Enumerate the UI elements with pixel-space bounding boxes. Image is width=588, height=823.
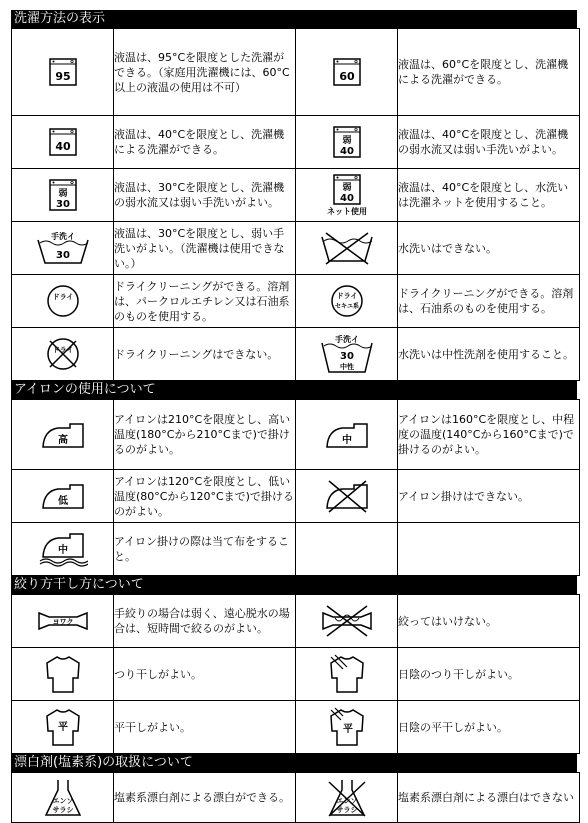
icon-label-bottom: セキユ系 (334, 303, 359, 310)
icon-label: エンソ (336, 796, 357, 805)
icon-label-top: 手洗イ (50, 232, 75, 241)
icon-label: 40 (339, 146, 354, 157)
icon-label: 平 (57, 722, 68, 733)
hand-wash-30-icon (36, 231, 90, 265)
wringing-drying-table (11, 594, 580, 754)
wash-tub-95-icon (48, 57, 78, 87)
icon-label: 40 (339, 193, 354, 204)
icon-label: エンソ (52, 796, 73, 805)
wring-weak-icon (35, 609, 91, 633)
no-dry-clean-icon (45, 336, 81, 372)
description-text: 日陰の平干しがよい。 (398, 701, 580, 754)
bleach-table (11, 772, 580, 823)
icon-label: 40 (54, 140, 71, 153)
icon-label-top: 手洗イ (334, 335, 359, 344)
table-row (12, 701, 580, 754)
table-row (12, 116, 580, 169)
ironing-table (11, 399, 580, 576)
icon-label: 高 (57, 434, 68, 446)
table-row (12, 400, 580, 470)
iron-with-cloth-icon (38, 531, 88, 567)
icon-label-top: 弱 (341, 136, 352, 146)
table-row (12, 29, 580, 116)
description-text: 液温は、30°Cを限度とし、洗濯機の弱水流又は弱い手洗いがよい。 (114, 169, 296, 222)
washing-table (11, 28, 580, 381)
description-text: 塩素系漂白剤による漂白ができる。 (114, 773, 296, 823)
flat-dry-icon (45, 707, 81, 747)
care-label-sheet (11, 10, 577, 823)
description-text: 液温は、60°Cを限度とし、洗濯機による洗濯ができる。 (398, 29, 580, 116)
description-text (398, 523, 580, 576)
description-text: アイロン掛けの際は当て布をすること。 (114, 523, 296, 576)
icon-label-bottom: 中性 (339, 363, 354, 371)
icon-label-top: 弱 (57, 189, 68, 199)
hang-dry-shade-icon (329, 654, 365, 694)
icon-label-bottom: サラシ (52, 805, 73, 814)
icon-label: 30 (55, 250, 70, 261)
description-text: アイロンは120°Cを限度とし、低い温度(80°Cから120°Cまで)で掛けるのがよい。 (114, 470, 296, 523)
icon-label-top: 弱 (341, 183, 352, 193)
icon-label: ヨワク (52, 618, 73, 626)
no-chlorine-bleach-icon (326, 778, 368, 818)
icon-label: 30 (339, 351, 354, 362)
table-row (12, 773, 580, 823)
description-text: 液温は、40°Cを限度とし、洗濯機の弱水流又は弱い手洗いがよい。 (398, 116, 580, 169)
icon-label: 95 (54, 70, 71, 83)
description-text: 液温は、40°Cを限度とし、洗濯機による洗濯ができる。 (114, 116, 296, 169)
icon-label: ドライ (336, 292, 357, 300)
section-header-ironing: アイロンの使用について (11, 381, 577, 399)
iron-low-icon (40, 481, 86, 511)
description-text: 液温は、40°Cを限度とし、水洗いは洗濯ネットを使用すること。 (398, 169, 580, 222)
table-row (12, 523, 580, 576)
no-iron-icon (324, 479, 370, 513)
description-text: 水洗いはできない。 (398, 222, 580, 275)
description-text: アイロンは210°Cを限度とし、高い温度(180°Cから210°Cまで)で掛けるのがよい。 (114, 400, 296, 470)
description-text: 平干しがよい。 (114, 701, 296, 754)
icon-caption: ネット使用 (326, 207, 367, 216)
iron-medium-icon (324, 420, 370, 450)
description-text: 日陰のつり干しがよい。 (398, 648, 580, 701)
no-water-wash-icon (320, 231, 374, 265)
table-row (12, 222, 580, 275)
hand-wash-neutral-detergent-icon (320, 334, 374, 374)
table-row (12, 648, 580, 701)
wash-tub-60-icon (332, 57, 362, 87)
icon-label: ドライ (52, 293, 73, 301)
description-text: 手絞りの場合は弱く、遠心脱水の場合は、短時間で絞るのがよい。 (114, 595, 296, 648)
description-text: ドライクリーニングができる。溶剤は、石油系のものを使用する。 (398, 275, 580, 328)
icon-label: ドライ (52, 346, 73, 354)
table-row (12, 169, 580, 222)
no-wring-icon (319, 604, 375, 638)
description-text: アイロンは160°Cを限度とし、中程度の温度(140°Cから160°Cまで)で掛けるのがよい。 (398, 400, 580, 470)
description-text: 液温は、30°Cを限度とし、弱い手洗いがよい。（洗濯機は使用できない。） (114, 222, 296, 275)
hang-dry-icon (45, 654, 81, 694)
description-text: 塩素系漂白剤による漂白はできない (398, 773, 580, 823)
icon-label-bottom: サラシ (336, 805, 357, 814)
section-header-washing: 洗濯方法の表示 (11, 10, 577, 28)
table-row (12, 328, 580, 381)
description-text: ドライクリーニングができる。溶剤は、パークロルエチレン又は石油系のものを使用する。 (114, 275, 296, 328)
description-text: アイロン掛けはできない。 (398, 470, 580, 523)
description-text: 絞ってはいけない。 (398, 595, 580, 648)
icon-label: 中 (57, 545, 68, 556)
icon-label: 平 (342, 724, 353, 735)
section-header-bleach: 漂白剤(塩素系)の取扱について (11, 754, 577, 772)
dry-clean-petroleum-icon (329, 283, 365, 319)
iron-high-icon (40, 420, 86, 450)
section-header-wringing-drying: 絞り方干し方について (11, 576, 577, 594)
icon-label: 中 (341, 434, 352, 446)
wash-tub-weak-40-net-icon (319, 174, 375, 216)
wash-tub-weak-40-icon (332, 125, 362, 159)
description-text: ドライクリーニングはできない。 (114, 328, 296, 381)
description-text: 液温は、95°Cを限度とした洗濯ができる。（家庭用洗濯機には、60°C以上の液温の使用は不可） (114, 29, 296, 116)
wash-tub-weak-30-icon (48, 178, 78, 212)
flat-dry-shade-icon (329, 707, 365, 747)
description-text: 水洗いは中性洗剤を使用すること。 (398, 328, 580, 381)
wash-tub-40-icon (48, 127, 78, 157)
icon-label: 30 (55, 199, 70, 210)
dry-clean-icon (45, 283, 81, 319)
icon-label: 低 (57, 496, 68, 507)
table-row (12, 595, 580, 648)
icon-label: 60 (338, 70, 355, 83)
table-row (12, 275, 580, 328)
table-row (12, 470, 580, 523)
chlorine-bleach-icon (43, 778, 83, 818)
description-text: つり干しがよい。 (114, 648, 296, 701)
